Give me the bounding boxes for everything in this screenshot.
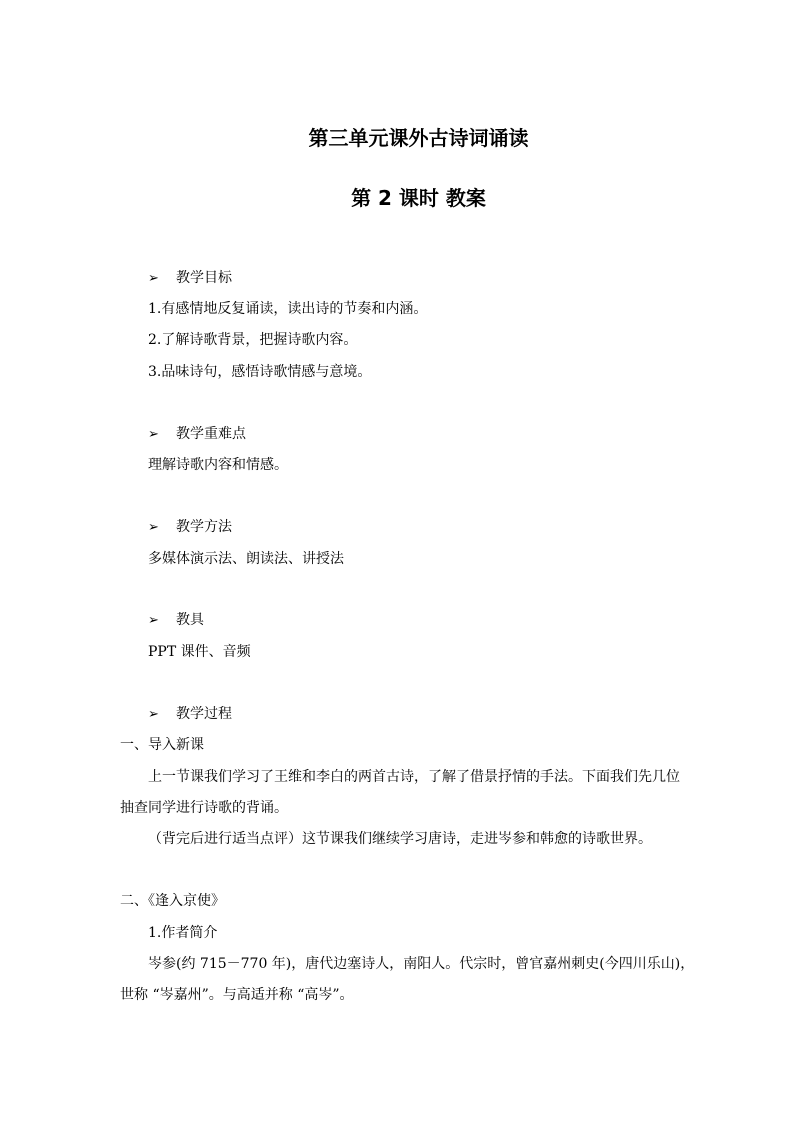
- document-title: 第三单元课外古诗词诵读: [308, 126, 529, 150]
- section-heading-key-points: [148, 425, 246, 444]
- objective-item: 1.有感情地反复诵读，读出诗的节奏和内涵。: [148, 301, 428, 317]
- section-heading-methods: [148, 518, 232, 537]
- section-heading-objectives: [148, 269, 232, 288]
- process-paragraph: 抽查同学进行诗歌的背诵。: [120, 800, 288, 816]
- arrow-bullet-icon: ➢: [148, 520, 159, 535]
- methods-text: 多媒体演示法、朗读法、讲授法: [148, 551, 344, 567]
- process-part2-title: 二、《逢入京使》: [120, 893, 225, 909]
- arrow-bullet-icon: ➢: [148, 613, 159, 628]
- process-paragraph: 岑参(约 715－770 年)，唐代边塞诗人，南阳人。代宗时，曾官嘉州刺史(今四川乐山)，: [148, 956, 695, 972]
- arrow-bullet-icon: ➢: [148, 427, 159, 442]
- heading-label: 教学重难点: [176, 426, 246, 442]
- heading-label: 教学方法: [176, 519, 232, 535]
- process-part1-title: 一、导入新课: [120, 737, 204, 753]
- tools-text: PPT 课件、音频: [148, 644, 251, 660]
- objective-item: 2.了解诗歌背景，把握诗歌内容。: [148, 332, 358, 348]
- key-points-text: 理解诗歌内容和情感。: [148, 457, 288, 473]
- process-paragraph: （背完后进行适当点评）这节课我们继续学习唐诗，走进岑参和韩愈的诗歌世界。: [148, 831, 652, 847]
- section-heading-process: [148, 705, 232, 724]
- section-heading-tools: [148, 611, 204, 630]
- arrow-bullet-icon: ➢: [148, 707, 159, 722]
- arrow-bullet-icon: ➢: [148, 271, 159, 286]
- process-paragraph: 上一节课我们学习了王维和李白的两首古诗，了解了借景抒情的手法。下面我们先几位: [148, 769, 680, 785]
- document-subtitle: 第 2 课时 教案: [351, 186, 486, 210]
- process-subheading: 1.作者简介: [148, 925, 218, 941]
- process-paragraph: 世称 “岑嘉州”。与高适并称 “高岑”。: [120, 987, 354, 1003]
- heading-label: 教学目标: [176, 270, 232, 286]
- heading-label: 教具: [176, 612, 204, 628]
- heading-label: 教学过程: [176, 706, 232, 722]
- objective-item: 3.品味诗句，感悟诗歌情感与意境。: [148, 364, 372, 380]
